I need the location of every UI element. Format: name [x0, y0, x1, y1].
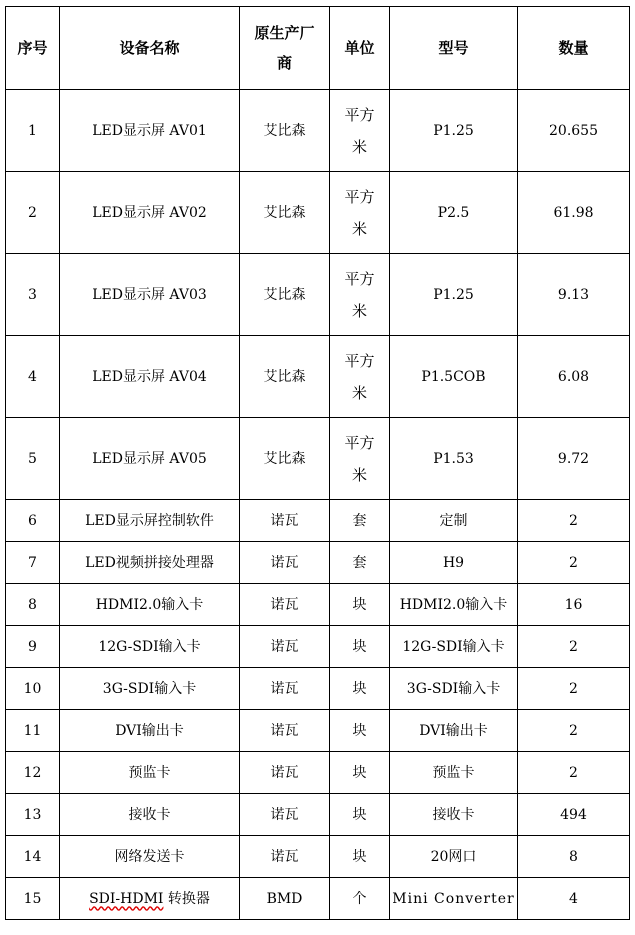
cell-unit: 个 [330, 878, 390, 920]
cell-unit: 块 [330, 626, 390, 668]
cell-index: 14 [6, 836, 60, 878]
cell-unit: 块 [330, 584, 390, 626]
cell-quantity: 8 [518, 836, 630, 878]
table-row [6, 542, 630, 584]
table-row [6, 254, 630, 336]
cell-quantity: 2 [518, 542, 630, 584]
cell-model: 20网口 [390, 836, 518, 878]
table-row [6, 710, 630, 752]
cell-unit: 块 [330, 710, 390, 752]
cell-index: 3 [6, 254, 60, 336]
cell-model: P1.5COB [390, 336, 518, 418]
cell-unit: 平方米 [330, 172, 390, 254]
cell-quantity: 494 [518, 794, 630, 836]
cell-name: 预监卡 [60, 752, 240, 794]
cell-unit: 平方米 [330, 90, 390, 172]
cell-name: 网络发送卡 [60, 836, 240, 878]
cell-model: 3G-SDI输入卡 [390, 668, 518, 710]
cell-unit: 平方米 [330, 254, 390, 336]
cell-unit: 平方米 [330, 336, 390, 418]
cell-model: DVI输出卡 [390, 710, 518, 752]
cell-quantity: 4 [518, 878, 630, 920]
table-row [6, 500, 630, 542]
cell-unit: 套 [330, 500, 390, 542]
cell-unit: 块 [330, 752, 390, 794]
table-row [6, 418, 630, 500]
cell-quantity: 9.72 [518, 418, 630, 500]
cell-index: 6 [6, 500, 60, 542]
cell-manufacturer: 艾比森 [240, 254, 330, 336]
table-row [6, 172, 630, 254]
cell-manufacturer: 诺瓦 [240, 500, 330, 542]
header-row [6, 7, 630, 90]
cell-model: H9 [390, 542, 518, 584]
cell-name: 接收卡 [60, 794, 240, 836]
cell-model: 预监卡 [390, 752, 518, 794]
cell-name: 3G-SDI输入卡 [60, 668, 240, 710]
cell-index: 8 [6, 584, 60, 626]
table-row [6, 752, 630, 794]
cell-index: 11 [6, 710, 60, 752]
table-row [6, 584, 630, 626]
header-model: 型号 [390, 7, 518, 90]
cell-name: HDMI2.0输入卡 [60, 584, 240, 626]
cell-index: 15 [6, 878, 60, 920]
cell-unit: 套 [330, 542, 390, 584]
cell-unit: 块 [330, 794, 390, 836]
cell-quantity: 2 [518, 500, 630, 542]
cell-unit: 块 [330, 836, 390, 878]
cell-model: 定制 [390, 500, 518, 542]
cell-manufacturer: 诺瓦 [240, 584, 330, 626]
table-row [6, 336, 630, 418]
equipment-table [5, 6, 630, 920]
cell-name [60, 878, 240, 920]
cell-name: DVI输出卡 [60, 710, 240, 752]
cell-model: P1.53 [390, 418, 518, 500]
cell-manufacturer: 诺瓦 [240, 752, 330, 794]
cell-name: 12G-SDI输入卡 [60, 626, 240, 668]
cell-manufacturer: 诺瓦 [240, 542, 330, 584]
cell-quantity: 16 [518, 584, 630, 626]
header-manufacturer: 原生产厂商 [240, 7, 330, 90]
cell-name: LED显示屏 AV04 [60, 336, 240, 418]
cell-unit: 块 [330, 668, 390, 710]
cell-model: 接收卡 [390, 794, 518, 836]
cell-index: 12 [6, 752, 60, 794]
cell-name: LED显示屏 AV02 [60, 172, 240, 254]
cell-index: 7 [6, 542, 60, 584]
cell-name: LED显示屏控制软件 [60, 500, 240, 542]
cell-index: 4 [6, 336, 60, 418]
cell-quantity: 2 [518, 710, 630, 752]
cell-model: P1.25 [390, 254, 518, 336]
cell-manufacturer: 艾比森 [240, 418, 330, 500]
cell-manufacturer: 诺瓦 [240, 710, 330, 752]
cell-index: 5 [6, 418, 60, 500]
cell-manufacturer: BMD [240, 878, 330, 920]
header-name: 设备名称 [60, 7, 240, 90]
cell-model: Mini Converter [390, 878, 518, 920]
cell-manufacturer: 诺瓦 [240, 626, 330, 668]
cell-index: 2 [6, 172, 60, 254]
cell-manufacturer: 诺瓦 [240, 668, 330, 710]
cell-quantity: 2 [518, 626, 630, 668]
table-row [6, 878, 630, 920]
table-row [6, 668, 630, 710]
cell-manufacturer: 艾比森 [240, 172, 330, 254]
cell-quantity: 61.98 [518, 172, 630, 254]
cell-index: 13 [6, 794, 60, 836]
cell-name: LED显示屏 AV05 [60, 418, 240, 500]
header-index: 序号 [6, 7, 60, 90]
table-row [6, 626, 630, 668]
cell-manufacturer: 诺瓦 [240, 794, 330, 836]
cell-name: LED视频拼接处理器 [60, 542, 240, 584]
cell-name-prefix: SDI-HDMI [89, 890, 164, 907]
header-unit: 单位 [330, 7, 390, 90]
header-quantity: 数量 [518, 7, 630, 90]
cell-index: 9 [6, 626, 60, 668]
cell-model: P1.25 [390, 90, 518, 172]
table-row [6, 90, 630, 172]
cell-name: LED显示屏 AV01 [60, 90, 240, 172]
table-row [6, 794, 630, 836]
table-row [6, 836, 630, 878]
cell-name-suffix: 转换器 [167, 890, 210, 907]
cell-quantity: 20.655 [518, 90, 630, 172]
cell-model: P2.5 [390, 172, 518, 254]
cell-name: LED显示屏 AV03 [60, 254, 240, 336]
cell-quantity: 2 [518, 668, 630, 710]
cell-manufacturer: 诺瓦 [240, 836, 330, 878]
cell-index: 1 [6, 90, 60, 172]
cell-quantity: 6.08 [518, 336, 630, 418]
cell-unit: 平方米 [330, 418, 390, 500]
cell-quantity: 2 [518, 752, 630, 794]
cell-quantity: 9.13 [518, 254, 630, 336]
cell-model: HDMI2.0输入卡 [390, 584, 518, 626]
cell-index: 10 [6, 668, 60, 710]
cell-model: 12G-SDI输入卡 [390, 626, 518, 668]
cell-manufacturer: 艾比森 [240, 336, 330, 418]
cell-manufacturer: 艾比森 [240, 90, 330, 172]
